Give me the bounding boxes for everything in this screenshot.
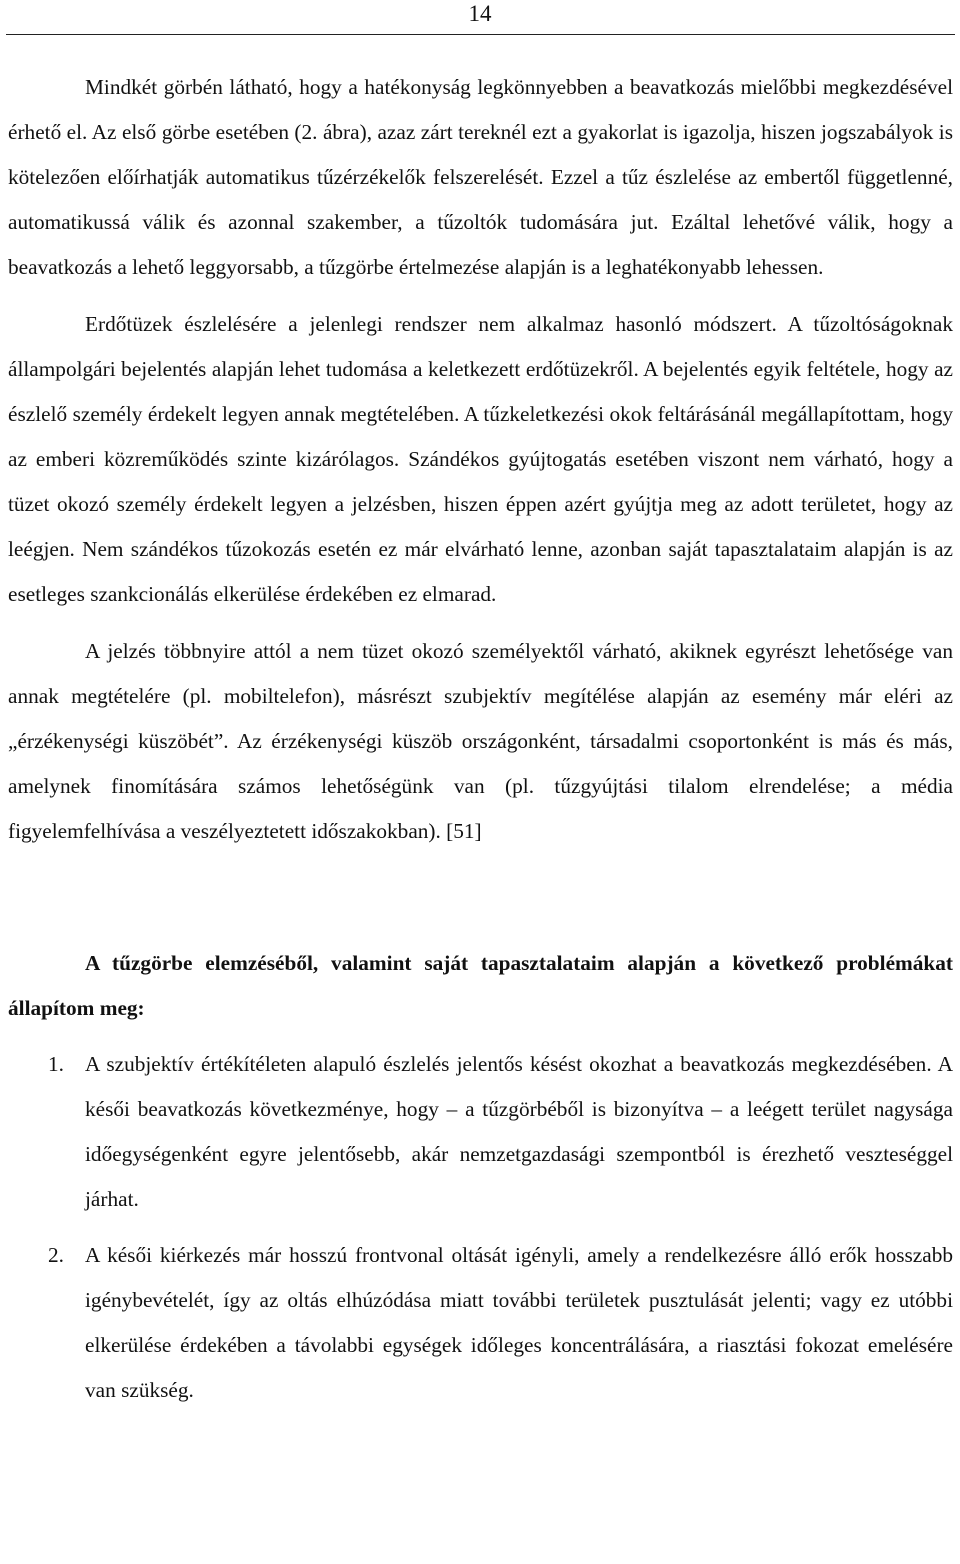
paragraph-1: Mindkét görbén látható, hogy a hatékonyság legkönnyebben a beavatkozás mielőbbi megkezdésével érhető el. Az első görbe esetében (2. ábra), azaz zárt tereknél ezt a gyakorlat is igazolja, hiszen jogszabályok is kötelezően előírhatják automatikus tűzérzékelők felszerelését. Ezzel a tűz észlelése az embertől függetlenné, automatikussá válik és azonnal szakember, a tűzoltók tudomására jut. Ezáltal lehetővé válik, hogy a beavatkozás a lehető leggyorsabb, a tűzgörbe értelmezése alapján is a leghatékonyabb lehessen.: [8, 75, 953, 279]
list-item-number: 1.: [48, 1052, 64, 1076]
header-rule: [6, 34, 955, 35]
paragraph-3: A jelzés többnyire attól a nem tüzet okozó személyektől várható, akiknek egyrészt lehetősége van annak megtételére (pl. mobiltelefon), másrészt szubjektív megítélése alapján az esemény már eléri az „érzékenységi küszöbét”. Az érzékenységi küszöb országonként, társadalmi csoportonként is más és más, amelynek finomítására számos lehetőségünk van (pl. tűzgyújtási tilalom elrendelése; a média figyelemfelhívása a veszélyeztetett időszakokban). [51]: [8, 639, 953, 843]
page-number: 14: [468, 1, 492, 26]
paragraph-2: Erdőtüzek észlelésére a jelenlegi rendszer nem alkalmaz hasonló módszert. A tűzoltóságoknak állampolgári bejelentés alapján lehet tudomása a keletkezett erdőtüzekről. A bejelentés egyik feltétele, hogy az észlelő személy érdekelt legyen annak megtételében. A tűzkeletkezési okok feltárásánál megállapítottam, hogy az emberi közreműködés szinte kizárólagos. Szándékos gyújtogatás esetében viszont nem várható, hogy a tüzet okozó személy érdekelt legyen a jelzésben, hiszen éppen azért gyújtja meg az adott területet, hogy az leégjen. Nem szándékos tűzokozás esetén ez már elvárható lenne, azonban saját tapasztalataim alapján is az esetleges szankcionálás elkerülése érdekében ez elmarad.: [8, 312, 953, 606]
list-item-text: A késői kiérkezés már hosszú frontvonal oltását igényli, amely a rendelkezésre álló erők hosszabb igénybevételét, így az oltás elhúzódása miatt további területek pusztulását jelenti; vagy ez utóbbi elkerülése érdekében a távolabbi egységek időleges koncentrálására, a riasztási fokozat emelésére van szükség.: [85, 1243, 953, 1402]
list-item-text: A szubjektív értékítéleten alapuló észlelés jelentős késést okozhat a beavatkozás megkezdésében. A késői beavatkozás következménye, hogy – a tűzgörbéből is bizonyítva – a leégett terület nagysága időegységenként egyre jelentősebb, akár nemzetgazdasági szempontból is érezhető veszteséggel járhat.: [85, 1052, 953, 1211]
list-item-number: 2.: [48, 1243, 64, 1267]
document-body: [8, 65, 953, 1413]
section-heading: A tűzgörbe elemzéséből, valamint saját tapasztalataim alapján a következő problémákat állapítom meg:: [8, 951, 953, 1020]
list-item: [8, 1233, 953, 1413]
problem-list: [8, 1042, 953, 1413]
list-item: [8, 1042, 953, 1222]
